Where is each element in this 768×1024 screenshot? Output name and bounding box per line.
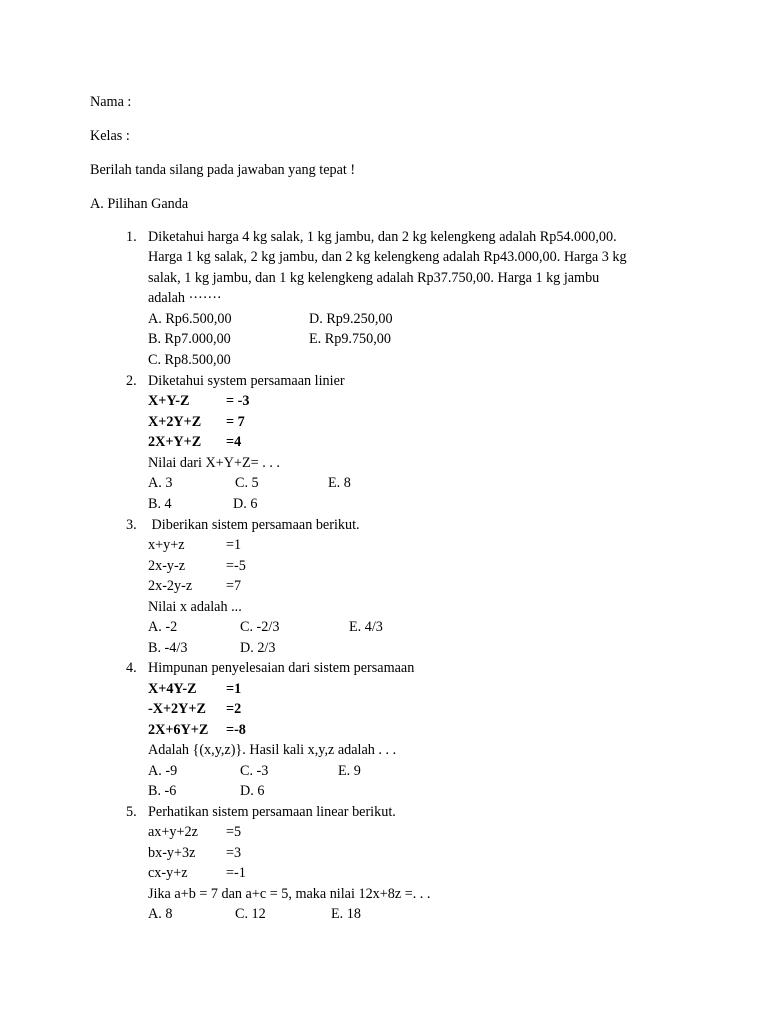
question-2-ask: Nilai dari X+Y+Z= . . . <box>148 455 280 471</box>
question-1-option-b[interactable]: B. Rp7.000,00 <box>148 331 231 347</box>
question-2-option-e[interactable]: E. 8 <box>328 475 351 491</box>
question-4-option-c[interactable]: C. -3 <box>240 763 269 779</box>
question-4-option-d[interactable]: D. 6 <box>240 783 265 799</box>
question-4-equation-2-rhs: =2 <box>226 701 242 717</box>
question-number-1: 1. <box>126 229 137 245</box>
question-5-intro: Perhatikan sistem persamaan linear berikut. <box>148 804 396 820</box>
question-2-option-a[interactable]: A. 3 <box>148 475 173 491</box>
question-4-equation-3-rhs: =-8 <box>226 722 246 738</box>
question-3-intro: Diberikan sistem persamaan berikut. <box>148 517 360 533</box>
question-2-equation-2-lhs: X+2Y+Z <box>148 414 202 430</box>
question-1-option-c[interactable]: C. Rp8.500,00 <box>148 352 231 368</box>
question-3-equation-1-lhs: x+y+z <box>148 537 185 553</box>
question-5-option-c[interactable]: C. 12 <box>235 906 266 922</box>
question-5-ask: Jika a+b = 7 dan a+c = 5, maka nilai 12x+8z =. . . <box>148 886 431 902</box>
question-4-intro: Himpunan penyelesaian dari sistem persamaan <box>148 660 415 676</box>
question-4-equation-3-lhs: 2X+6Y+Z <box>148 722 209 738</box>
question-2-option-c[interactable]: C. 5 <box>235 475 259 491</box>
question-5-option-e[interactable]: E. 18 <box>331 906 361 922</box>
question-3-option-d[interactable]: D. 2/3 <box>240 640 276 656</box>
question-4-option-e[interactable]: E. 9 <box>338 763 361 779</box>
question-4-equation-2-lhs: -X+2Y+Z <box>148 701 206 717</box>
question-1-option-d[interactable]: D. Rp9.250,00 <box>309 311 393 327</box>
question-2-option-d[interactable]: D. 6 <box>233 496 258 512</box>
question-4-option-a[interactable]: A. -9 <box>148 763 178 779</box>
question-3-equation-1-rhs: =1 <box>226 537 242 553</box>
question-4-option-b[interactable]: B. -6 <box>148 783 177 799</box>
question-2-intro: Diketahui system persamaan linier <box>148 373 345 389</box>
question-2-equation-2-rhs: = 7 <box>226 414 245 430</box>
question-2-equation-1-lhs: X+Y-Z <box>148 393 190 409</box>
question-1-stem-line-2: Harga 1 kg salak, 2 kg jambu, dan 2 kg kelengkeng adalah Rp43.000,00. Harga 3 kg <box>148 249 627 265</box>
question-5-equation-2-lhs: bx-y+3z <box>148 845 196 861</box>
instruction-text: Berilah tanda silang pada jawaban yang tepat ! <box>90 162 356 178</box>
question-4-equation-1-rhs: =1 <box>226 681 242 697</box>
question-5-equation-3-lhs: cx-y+z <box>148 865 188 881</box>
kelas-field-label: Kelas : <box>90 128 130 144</box>
question-3-equation-3-lhs: 2x-2y-z <box>148 578 193 594</box>
question-number-3: 3. <box>126 517 137 533</box>
question-1-option-e[interactable]: E. Rp9.750,00 <box>309 331 391 347</box>
question-4-equation-1-lhs: X+4Y-Z <box>148 681 197 697</box>
question-1-stem-line-3: salak, 1 kg jambu, dan 1 kg kelengkeng adalah Rp37.750,00. Harga 1 kg jambu <box>148 270 600 286</box>
question-3-equation-2-rhs: =-5 <box>226 558 246 574</box>
question-3-option-e[interactable]: E. 4/3 <box>349 619 383 635</box>
question-3-option-a[interactable]: A. -2 <box>148 619 178 635</box>
question-2-option-b[interactable]: B. 4 <box>148 496 172 512</box>
question-3-equation-2-lhs: 2x-y-z <box>148 558 186 574</box>
question-3-option-c[interactable]: C. -2/3 <box>240 619 280 635</box>
question-2-equation-3-lhs: 2X+Y+Z <box>148 434 202 450</box>
question-number-4: 4. <box>126 660 137 676</box>
question-1-option-a[interactable]: A. Rp6.500,00 <box>148 311 232 327</box>
question-1-stem-line-1: Diketahui harga 4 kg salak, 1 kg jambu, dan 2 kg kelengkeng adalah Rp54.000,00. <box>148 229 617 245</box>
question-4-ask: Adalah {(x,y,z)}. Hasil kali x,y,z adalah . . . <box>148 742 397 758</box>
question-3-option-b[interactable]: B. -4/3 <box>148 640 188 656</box>
question-3-equation-3-rhs: =7 <box>226 578 242 594</box>
question-2-equation-1-rhs: = -3 <box>226 393 250 409</box>
nama-field-label: Nama : <box>90 94 132 110</box>
section-title: A. Pilihan Ganda <box>90 196 189 212</box>
question-1-stem-line-4: adalah ······· <box>148 290 222 306</box>
question-5-equation-1-rhs: =5 <box>226 824 242 840</box>
question-5-equation-2-rhs: =3 <box>226 845 242 861</box>
question-number-2: 2. <box>126 373 137 389</box>
question-5-equation-1-lhs: ax+y+2z <box>148 824 198 840</box>
question-5-equation-3-rhs: =-1 <box>226 865 246 881</box>
question-5-option-a[interactable]: A. 8 <box>148 906 173 922</box>
question-3-ask: Nilai x adalah ... <box>148 599 242 615</box>
question-2-equation-3-rhs: =4 <box>226 434 242 450</box>
question-number-5: 5. <box>126 804 137 820</box>
